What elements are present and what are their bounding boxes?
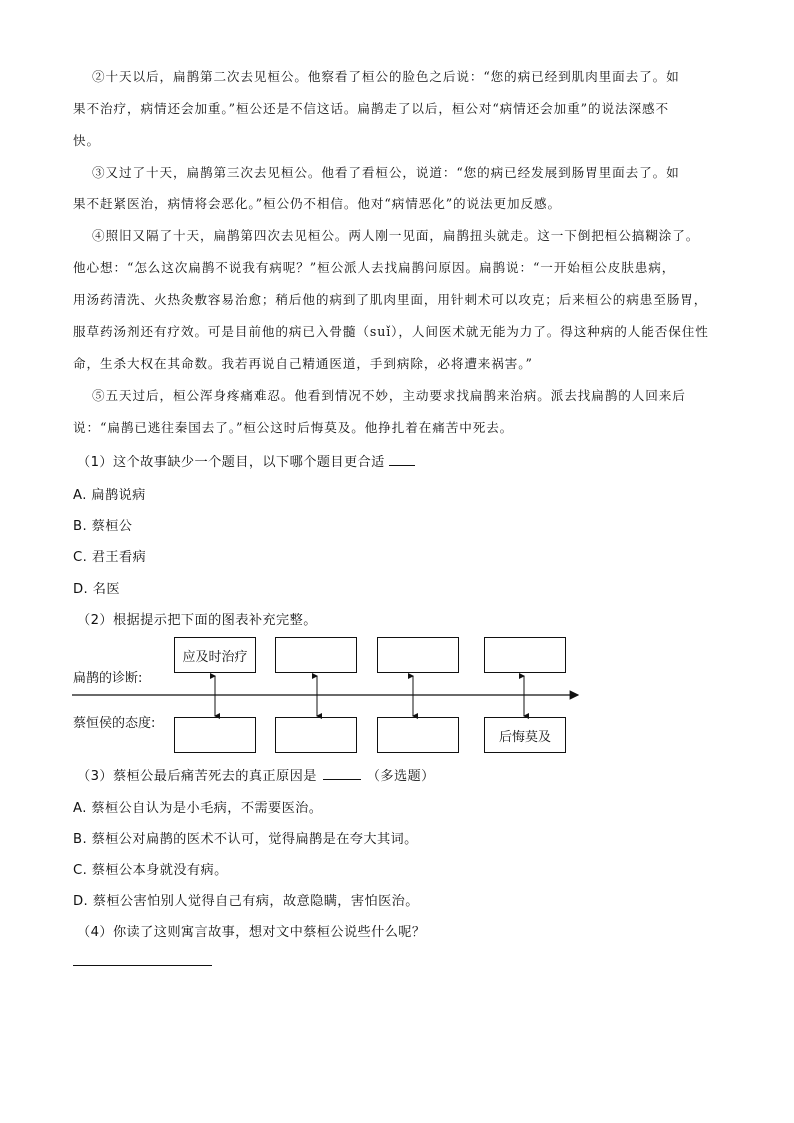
passage-line: 果不赶紧医治，病情将会恶化。”桓公仍不相信。他对“病情恶化”的说法更加反感。 xyxy=(73,196,561,211)
question-1-option-c[interactable]: C. 君王看病 xyxy=(73,550,147,565)
question-3-text: （3）蔡桓公最后痛苦死去的真正原因是 xyxy=(77,769,317,784)
attitude-box-1[interactable] xyxy=(174,717,256,753)
answer-blank[interactable] xyxy=(323,767,361,780)
question-1-option-d[interactable]: D. 名医 xyxy=(73,582,120,597)
question-1-option-a[interactable]: A. 扁鹊说病 xyxy=(73,488,146,503)
diagnosis-label: 扁鹊的诊断: xyxy=(73,671,143,686)
diagnosis-box-3[interactable] xyxy=(377,637,459,673)
multi-select-note: （多选题） xyxy=(366,769,435,784)
question-4-stem: （4）你读了这则寓言故事，想对文中蔡桓公说些什么呢？ xyxy=(77,925,426,940)
passage-line: ②十天以后，扁鹊第二次去见桓公。他察看了桓公的脸色之后说：“您的病已经到肌肉里面去了。如 xyxy=(92,69,680,84)
question-2-stem: （2）根据提示把下面的图表补充完整。 xyxy=(77,613,317,628)
attitude-label: 蔡恒侯的态度: xyxy=(73,716,156,731)
question-3-option-c[interactable]: C. 蔡桓公本身就没有病。 xyxy=(73,863,228,878)
diagnosis-box-2[interactable] xyxy=(275,637,357,673)
passage-line: ⑤五天过后，桓公浑身疼痛难忍。他看到情况不妙，主动要求找扁鹊来治病。派去找扁鹊的人回来后 xyxy=(92,388,686,403)
attitude-box-3[interactable] xyxy=(377,717,459,753)
passage-line: 说：“扁鹊已逃往秦国去了。”桓公这时后悔莫及。他挣扎着在痛苦中死去。 xyxy=(73,420,514,435)
question-1-option-b[interactable]: B. 蔡桓公 xyxy=(73,519,133,534)
question-3-option-a[interactable]: A. 蔡桓公自认为是小毛病，不需要医治。 xyxy=(73,801,323,816)
passage-line: ③又过了十天，扁鹊第三次去见桓公。他看了看桓公，说道：“您的病已经发展到肠胃里面去了。如 xyxy=(92,165,680,180)
attitude-box-2[interactable] xyxy=(275,717,357,753)
question-3-option-d[interactable]: D. 蔡桓公害怕别人觉得自己有病，故意隐瞒，害怕医治。 xyxy=(73,894,419,909)
question-3-option-b[interactable]: B. 蔡桓公对扁鹊的医术不认可，觉得扁鹊是在夸大其词。 xyxy=(73,832,418,847)
attitude-box-4: 后悔莫及 xyxy=(484,717,566,753)
answer-line[interactable] xyxy=(73,965,212,966)
passage-line: 服草药汤剂还有疗效。可是目前他的病已入骨髓（suǐ），人间医术就无能为力了。得这种病的人能否保住性 xyxy=(73,324,709,339)
question-3-stem xyxy=(77,765,435,784)
passage-line: 快。 xyxy=(73,133,100,148)
diagnosis-box-1: 应及时治疗 xyxy=(174,637,256,673)
question-1-text: （1）这个故事缺少一个题目，以下哪个题目更合适 xyxy=(77,455,385,470)
passage-line: 他心想：“怎么这次扁鹊不说我有病呢？”桓公派人去找扁鹊问原因。扁鹊说：“一开始桓公皮肤患病， xyxy=(73,260,676,275)
passage-line: ④照旧又隔了十天，扁鹊第四次去见桓公。两人刚一见面，扁鹊扭头就走。这一下倒把桓公搞糊涂了。 xyxy=(92,228,700,243)
passage-line: 果不治疗，病情还会加重。”桓公还是不信这话。扁鹊走了以后，桓公对“病情还会加重”的说法深感不 xyxy=(73,101,669,116)
passage-line: 命，生杀大权在其命数。我若再说自己精通医道，手到病除，必将遭来祸害。” xyxy=(73,356,533,371)
passage-line: 用汤药清洗、火热灸敷容易治愈；稍后他的病到了肌肉里面，用针刺术可以攻克；后来桓公的病患至肠胃， xyxy=(73,292,708,307)
diagnosis-box-4[interactable] xyxy=(484,637,566,673)
